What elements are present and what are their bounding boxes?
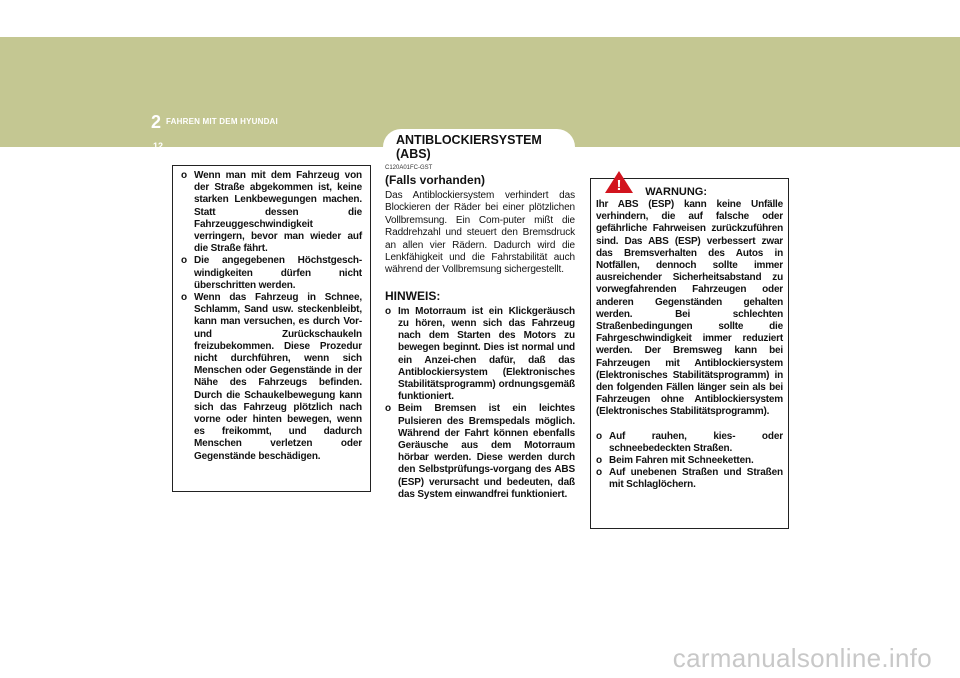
chapter-number: 2 bbox=[151, 112, 162, 132]
warning-title: WARNUNG: bbox=[645, 186, 707, 198]
warning-bullet-list bbox=[596, 431, 783, 492]
list-item: o Beim Bremsen ist ein leichtes Pulsieren des Bremspedals möglich. Während der Fahrt können ebenfalls Geräusche aus dem Motorraum hörbar werden. Diese werden durch den Selbstprüfungs-vorgang des ABS (ESP) verursacht und bedeuten, daß das System einwandfrei funktioniert. bbox=[385, 403, 575, 500]
note-heading: HINWEIS: bbox=[385, 288, 441, 303]
list-item: o Beim Fahren mit Schneeketten. bbox=[596, 455, 754, 467]
warning-box bbox=[590, 178, 789, 529]
warning-symbol: ! bbox=[616, 177, 622, 194]
list-item: o Im Motorraum ist ein Klickgeräusch zu hören, wenn sich das Fahrzeug nach dem Starten des Motors zu bewegen beginnt. Dies ist normal und ein Anzei-chen dafür, daß das Antiblockiersystem (Elektronisches Stabilitätsprogramm) ordnungsgemäß funktioniert. bbox=[385, 305, 575, 403]
document-code: C120A01FC-GST bbox=[385, 165, 433, 171]
chapter-title: FAHREN MIT DEM HYUNDAI bbox=[166, 117, 278, 126]
warning-triangle-icon bbox=[604, 170, 634, 194]
section-heading: (Falls vorhanden) bbox=[385, 173, 486, 187]
list-item: o Auf unebenen Straßen und Straßen mit Schlaglöchern. bbox=[596, 467, 783, 491]
body-paragraph: Das Antiblockiersystem verhindert das Blockieren der Räder bei einer plötzlichen Vollbremsung. Ein Com-puter mißt die Raddrehzahl und steuert den Bremsdruck an allen vier Rädern. Dadurch wird die Lenkfähigkeit und die Fahrstabilität auch während der Vollbremsung sichergestellt. bbox=[385, 190, 575, 276]
middle-column bbox=[385, 165, 575, 501]
list-item: o Auf rauhen, kies- oder schneebedeckten Straßen. bbox=[596, 430, 783, 454]
list-item: o Die angegebenen Höchstgesch-windigkeiten dürfen nicht überschritten werden. bbox=[181, 255, 362, 291]
note-bullet-list bbox=[385, 306, 575, 501]
list-item: o Wenn das Fahrzeug in Schnee, Schlamm, Sand usw. steckenbleibt, kann man versuchen, es durch Vor- und Zurückschaukeln freizubekommen. Diese Prozedur nicht durchführen, wenn sich Menschen oder Gegenstände in der Nähe des Fahrzeugs befinden. Durch die Schaukelbewegung kann sich das Fahrzeug plötzlich nach vorne oder hinten bewegen, wenn es freikommt, und dadurch Menschen verletzen oder Gegenstände beschädigen. bbox=[181, 292, 362, 462]
page-number: 12 bbox=[153, 141, 164, 151]
warning-text: Ihr ABS (ESP) kann keine Unfälle verhindern, die auf falsche oder gefährliche Fahrweisen zurückzuführen sind. Das ABS (ESP) verbessert zwar das Bremsverhalten des Autos in Notfällen, dennoch sollte immer ausreichender Sicherheitsabstand zu vorwegfahrenden Fahrzeugen oder anderen Gegenständen gehalten werden. Bei schlechten Straßenbedingungen sollte die Fahrgeschwindigkeit immer reduziert werden. Der Bremsweg kann bei Fahrzeugen mit Antiblockiersystem (Elektronisches Stabilitätsprogramm) in den folgenden Fällen länger sein als bei Fahrzeugen ohne Antiblockiersystem (Elektronisches Stabilitätsprogramm). bbox=[596, 199, 783, 418]
list-item: o Wenn man mit dem Fahrzeug von der Straße abgekommen ist, keine starken Lenkbewegungen machen. Statt dessen die Fahrzeuggeschwindigkeit verringern, bevor man wieder auf die Straße fährt. bbox=[181, 170, 362, 255]
section-title: ANTIBLOCKIERSYSTEM (ABS) bbox=[396, 133, 542, 161]
watermark: carmanualsonline.info bbox=[672, 643, 932, 673]
left-bullet-list bbox=[181, 170, 362, 463]
left-notes-box bbox=[172, 165, 371, 492]
